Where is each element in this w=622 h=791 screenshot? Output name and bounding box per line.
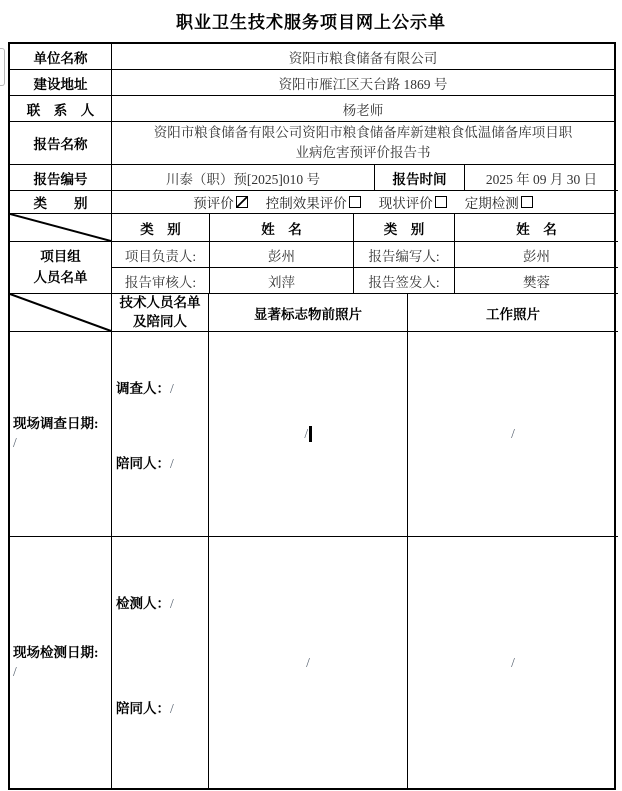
survey-date-cell [10,332,112,537]
report-name-label: 报告名称 [10,122,112,165]
diagonal-line [10,214,111,241]
team-header-diagonal-cell [10,214,112,242]
team-header-name-2: 姓 名 [455,214,618,242]
investigator-label: 调查人： [116,381,170,396]
report-time-label: 报告时间 [375,165,465,191]
test-date-value: / [13,663,17,679]
test-landmark-photo-cell[interactable] [209,537,408,788]
survey-companion-value: / [170,456,174,471]
option-status-evaluation [379,192,447,212]
report-number-label: 报告编号 [10,165,112,191]
test-companion-value: / [170,701,174,716]
survey-companion-label: 陪同人： [116,456,170,471]
test-landmark-photo-placeholder: / [306,654,310,670]
survey-work-photo-placeholder: / [511,426,515,441]
tech-personnel-line1: 技术人员名单 [119,295,201,311]
option-periodic-testing-label: 定期检测 [464,196,519,211]
text-cursor [309,426,312,442]
tester-label: 检测人： [116,596,170,611]
tester-value: / [170,596,174,611]
diagonal-line [10,294,111,331]
unit-name-value: 资阳市粮食储备有限公司 [112,44,614,70]
team-header-row [10,214,614,242]
test-companion-label: 陪同人： [116,701,170,716]
test-work-photo-placeholder: / [511,654,515,670]
address-row [10,70,614,96]
option-control-effect [266,192,361,212]
survey-date-label: 现场调查日期: [13,416,99,432]
report-name-row [10,122,614,165]
site-test-row [10,537,614,788]
investigator-value: / [170,381,174,396]
report-name-text: 资阳市粮食储备有限公司资阳市粮食储备库新建粮食低温储备库项目职业病危害预评价报告书 [153,125,573,160]
report-issuer-name: 樊蓉 [455,268,618,294]
control-effect-checkbox[interactable] [349,196,361,208]
category-label: 类 别 [10,191,112,214]
team-row-1 [112,242,618,268]
test-work-photo-cell[interactable] [408,537,618,788]
tech-personnel-header [112,294,209,332]
report-writer-label: 报告编写人: [354,242,455,268]
survey-landmark-photo-placeholder: / [304,426,309,441]
left-margin-artifact [0,48,5,86]
work-photo-header: 工作照片 [408,294,618,332]
page-title: 职业卫生技术服务项目网上公示单 [176,13,446,32]
team-rowspan-label [10,242,112,294]
report-reviewer-label: 报告审核人: [112,268,210,294]
project-leader-label: 项目负责人: [112,242,210,268]
tech-personnel-line2: 及陪同人 [133,313,187,329]
contact-label: 联 系 人 [10,96,112,122]
status-evaluation-checkbox[interactable] [435,196,447,208]
unit-name-row [10,44,614,70]
periodic-testing-checkbox[interactable] [521,196,533,208]
survey-work-photo-cell[interactable] [408,332,618,537]
tester-line [116,592,174,612]
survey-persons-cell [112,332,209,537]
team-header-category-2: 类 别 [354,214,455,242]
address-label: 建设地址 [10,70,112,96]
test-persons-cell [112,537,209,788]
site-survey-row [10,332,614,537]
contact-value: 杨老师 [112,96,614,122]
report-writer-name: 彭州 [455,242,618,268]
survey-landmark-photo-cell[interactable] [209,332,408,537]
survey-date-value: / [13,435,17,450]
test-companion-line [116,697,174,717]
category-row [10,191,614,214]
report-reviewer-name: 刘萍 [210,268,354,294]
team-label-line2: 人员名单 [33,269,88,285]
category-options [112,191,614,214]
report-time-value: 2025 年 09 月 30 日 [465,165,618,191]
photo-header-row [10,294,614,332]
address-value: 资阳市雁江区天台路 1869 号 [112,70,614,96]
test-date-label: 现场检测日期: [13,644,99,660]
report-issuer-label: 报告签发人: [354,268,455,294]
unit-name-label: 单位名称 [10,44,112,70]
report-number-value: 川泰（职）预[2025]010 号 [112,165,375,191]
team-header-name-1: 姓 名 [210,214,354,242]
landmark-photo-header: 显著标志物前照片 [209,294,408,332]
publicity-form-table [8,42,616,790]
report-name-value [112,122,614,165]
pre-evaluation-checkbox[interactable] [236,196,248,208]
survey-companion-line [116,452,174,472]
project-leader-name: 彭州 [210,242,354,268]
photo-header-diagonal-cell [10,294,112,332]
option-status-evaluation-label: 现状评价 [378,196,433,211]
option-pre-evaluation-label: 预评价 [193,196,234,211]
team-label-line1: 项目组 [40,249,81,265]
team-row-2 [112,268,618,294]
investigator-line [116,377,174,397]
test-date-cell [10,537,112,788]
option-control-effect-label: 控制效果评价 [265,196,347,211]
team-members-block [10,242,614,294]
option-pre-evaluation [193,192,248,212]
report-number-row [10,165,614,191]
contact-row [10,96,614,122]
team-header-category-1: 类 别 [112,214,210,242]
option-periodic-testing [465,192,533,212]
